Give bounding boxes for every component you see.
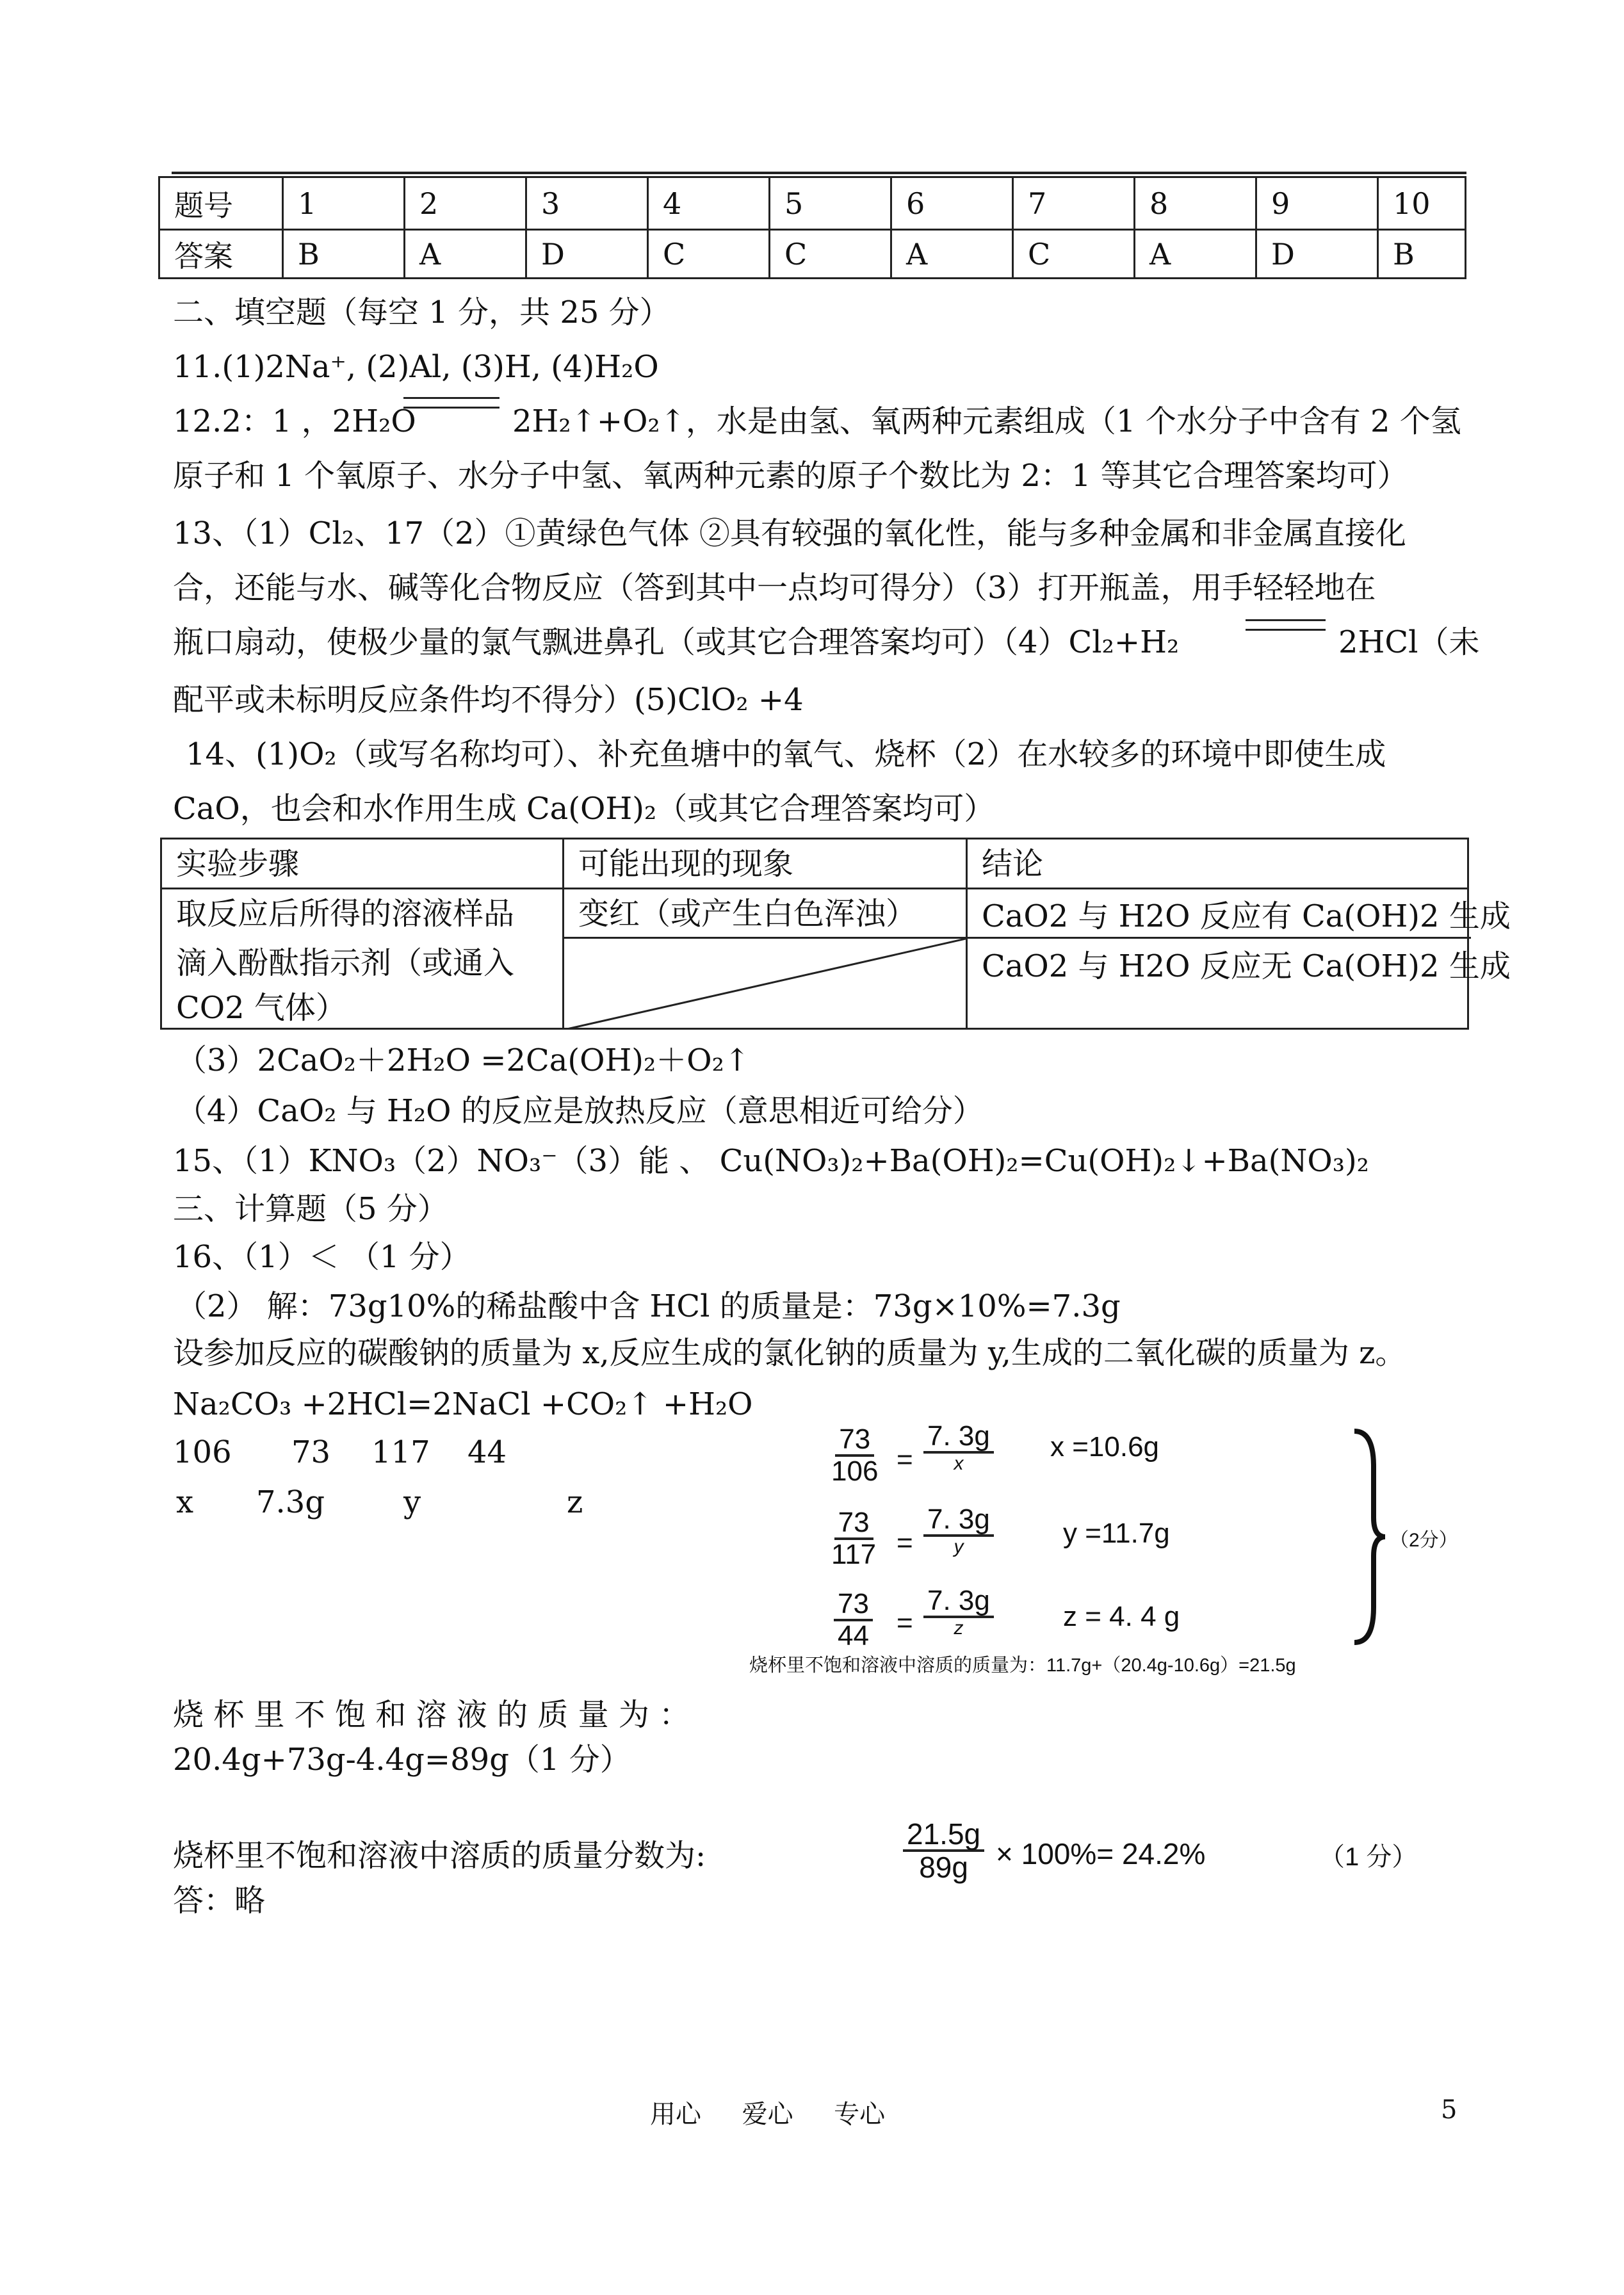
step-line2: 滴入酚酞指示剂（或通入 bbox=[176, 945, 515, 981]
question-number: 3 bbox=[526, 177, 648, 230]
step-line3: CO2 气体） bbox=[176, 990, 346, 1026]
conclusion-1: CaO2 与 H2O 反应有 Ca(OH)2 生成 bbox=[982, 898, 1511, 934]
question-number: 1 bbox=[283, 177, 405, 230]
col-header-phenomenon: 可能出现的现象 bbox=[578, 846, 794, 882]
var-hcl: 7.3g bbox=[256, 1484, 325, 1520]
final-answer: 答：略 bbox=[173, 1883, 266, 1918]
answer-cell: B bbox=[1378, 230, 1466, 279]
q13-line1: 13、（1）Cl₂、17（2）①黄绿色气体 ②具有较强的氧化性，能与多种金属和非金属直接化 bbox=[173, 515, 1406, 551]
ratio-44: 44 bbox=[467, 1434, 507, 1470]
q15-answer: 15、（1）KNO₃（2）NO₃⁻（3）能 、 Cu(NO₃)₂+Ba(OH)₂=Cu(OH)₂↓+Ba(NO₃)₂ bbox=[173, 1143, 1369, 1179]
calc-points: （2分） bbox=[1390, 1530, 1458, 1551]
percent-result: × 100%= 24.2% bbox=[996, 1837, 1206, 1870]
calc-note: 烧杯里不饱和溶液中溶质的质量为：11.7g+（20.4g-10.6g）=21.5g bbox=[749, 1655, 1296, 1676]
fraction-73-44: $\frac{73}{44}$ bbox=[834, 1589, 873, 1651]
q16-mass-label: 烧 杯 里 不 饱 和 溶 液 的 质 量 为 ： bbox=[173, 1697, 690, 1733]
ratio-117: 117 bbox=[371, 1434, 430, 1470]
var-x: x bbox=[176, 1484, 194, 1520]
result-x: x =10.6g bbox=[1050, 1431, 1160, 1463]
reaction-condition-mark bbox=[403, 397, 499, 409]
page-number: 5 bbox=[1441, 2095, 1458, 2125]
experiment-table bbox=[160, 838, 1511, 1030]
q11-answer: 11.(1)2Na⁺, (2)Al, (3)H, (4)H₂O bbox=[173, 349, 659, 385]
var-z: z bbox=[567, 1484, 583, 1520]
reaction-condition-mark bbox=[1246, 619, 1326, 631]
question-number: 2 bbox=[405, 177, 526, 230]
step-line1: 取反应后所得的溶液样品 bbox=[176, 896, 515, 932]
answer-cell: B bbox=[283, 230, 405, 279]
answer-cell: A bbox=[891, 230, 1013, 279]
question-number: 10 bbox=[1378, 177, 1466, 230]
answer-cell: D bbox=[1256, 230, 1378, 279]
q16-fraction-label: 烧杯里不饱和溶液中溶质的质量分数为: bbox=[173, 1838, 706, 1874]
fraction-7.3-z: 7. 3g z bbox=[923, 1586, 994, 1639]
q16-part2: （2） 解：73g10%的稀盐酸中含 HCl 的质量是：73g×10%=7.3g bbox=[176, 1288, 1121, 1324]
ratio-106: 106 bbox=[173, 1434, 232, 1470]
header-rule bbox=[172, 172, 1466, 174]
ratio-73: 73 bbox=[291, 1434, 331, 1470]
question-number: 9 bbox=[1256, 177, 1378, 230]
q13-line4: 配平或未标明反应条件均不得分）(5)ClO₂ +4 bbox=[173, 682, 804, 718]
var-y: y bbox=[403, 1484, 421, 1520]
answer-label: 答案 bbox=[159, 230, 283, 279]
percent-fraction: $\frac{21.5g}{89g}$ bbox=[903, 1819, 984, 1883]
q16-part1: 16、（1）＜ （1 分） bbox=[173, 1239, 471, 1275]
q12-line1-a: 12.2：1 ，2H₂O bbox=[173, 403, 416, 439]
q12-line2: 原子和 1 个氧原子、水分子中氢、氧两种元素的原子个数比为 2：1 等其它合理答案均可） bbox=[173, 458, 1408, 494]
q13-line2: 合，还能与水、碱等化合物反应（答到其中一点均可得分）（3）打开瓶盖，用手轻轻地在 bbox=[173, 570, 1376, 606]
q16-mass-value: 20.4g+73g-4.4g=89g（1 分） bbox=[173, 1742, 631, 1778]
question-number: 8 bbox=[1135, 177, 1256, 230]
section2-title: 二、填空题（每空 1 分，共 25 分） bbox=[173, 295, 670, 330]
q16-setup: 设参加反应的碳酸钠的质量为 x,反应生成的氯化钠的质量为 y,生成的二氧化碳的质量为 z。 bbox=[173, 1335, 1406, 1371]
answer-cell: D bbox=[526, 230, 648, 279]
answer-cell: C bbox=[1013, 230, 1135, 279]
q12-line1-b: 2H₂↑+O₂↑，水是由氢、氧两种元素组成（1 个水分子中含有 2 个氢 bbox=[512, 403, 1461, 439]
col-header-step: 实验步骤 bbox=[176, 846, 300, 882]
result-y: y =11.7g bbox=[1063, 1518, 1170, 1549]
answer-cell: C bbox=[770, 230, 891, 279]
fraction-73-117: $\frac{73}{117}$ bbox=[831, 1507, 877, 1571]
answer-cell: C bbox=[648, 230, 770, 279]
section3-title: 三、计算题（5 分） bbox=[173, 1191, 448, 1227]
q14-line1: 14、(1)O₂（或写名称均可）、补充鱼塘中的氧气、烧杯（2）在水较多的环境中即使生成 bbox=[186, 736, 1386, 772]
header-label: 题号 bbox=[159, 177, 283, 230]
fraction-7.3-y: 7. 3g y bbox=[923, 1505, 994, 1557]
fraction-73-106: $\frac{73}{106}$ bbox=[831, 1423, 879, 1488]
answer-cell: A bbox=[405, 230, 526, 279]
q14-3: （3）2CaO₂＋2H₂O =2Ca(OH)₂＋O₂↑ bbox=[176, 1042, 751, 1078]
q14-4: （4）CaO₂ 与 H₂O 的反应是放热反应（意思相近可给分） bbox=[176, 1093, 984, 1129]
result-z: z = 4. 4 g bbox=[1063, 1601, 1180, 1632]
question-number: 4 bbox=[648, 177, 770, 230]
footer-motto: 用心 爱心 专心 bbox=[650, 2100, 886, 2129]
fraction-7.3-x: 7. 3g x bbox=[923, 1422, 994, 1474]
q14-line2: CaO，也会和水作用生成 Ca(OH)₂（或其它合理答案均可） bbox=[173, 791, 995, 827]
q13-line3-b: 2HCl（未 bbox=[1338, 624, 1480, 660]
right-brace bbox=[1348, 1428, 1386, 1646]
conclusion-2: CaO2 与 H2O 反应无 Ca(OH)2 生成 bbox=[982, 948, 1511, 984]
question-number: 7 bbox=[1013, 177, 1135, 230]
phenomenon-text: 变红（或产生白色浑浊） bbox=[578, 896, 917, 932]
answer-cell: A bbox=[1135, 230, 1256, 279]
empty-cell-diagonal bbox=[564, 939, 966, 1030]
q16-equation: Na₂CO₃ +2HCl=2NaCl +CO₂↑ +H₂O bbox=[173, 1386, 753, 1422]
col-header-conclusion: 结论 bbox=[982, 846, 1044, 882]
q13-line3-a: 瓶口扇动，使极少量的氯气飘进鼻孔（或其它合理答案均可）（4）Cl₂+H₂ bbox=[173, 624, 1180, 660]
answer-table bbox=[158, 176, 1466, 279]
question-number: 5 bbox=[770, 177, 891, 230]
question-number: 6 bbox=[891, 177, 1013, 230]
percent-points: （1 分） bbox=[1319, 1843, 1418, 1871]
calculation-image: $\frac{73}{106}$ = 7. 3g x x =10.6g $\frac{73}{117}$ = 7. 3g y y =11.7g $\frac{73}{44}$ = 7. 3g z z = 4. 4 g （2分） 烧杯里不饱和溶液中溶质的质量为：11.7g+（20.4g-10.6g）=21.5g bbox=[749, 1420, 1458, 1676]
